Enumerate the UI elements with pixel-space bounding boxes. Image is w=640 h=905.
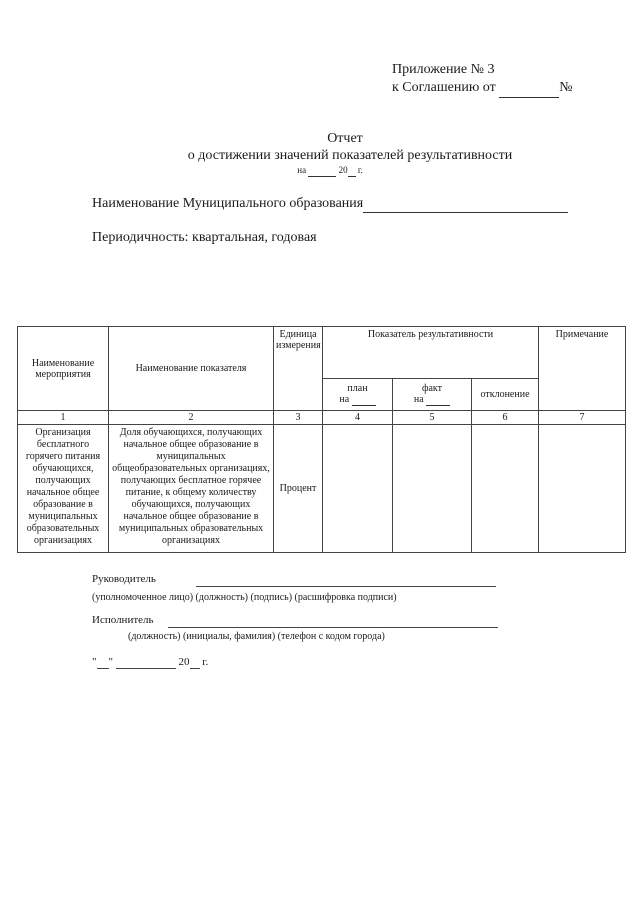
header-plan-blank — [352, 394, 376, 406]
signature-date — [92, 656, 208, 669]
appendix-number: Приложение № 3 — [392, 62, 495, 77]
column-number: 2 — [109, 411, 274, 425]
header-indicator: Наименование показателя — [109, 327, 274, 411]
header-fact-label: факт — [421, 383, 442, 394]
table-row — [18, 425, 626, 553]
header-plan — [323, 379, 393, 411]
cell-unit: Процент — [274, 425, 323, 553]
column-number: 3 — [274, 411, 323, 425]
title-year-blank — [348, 164, 356, 177]
column-number: 4 — [323, 411, 393, 425]
date-year-blank — [190, 656, 200, 669]
column-number: 6 — [472, 411, 539, 425]
head-caption: (уполномоченное лицо) (должность) (подпись) (расшифровка подписи) — [92, 592, 397, 603]
title-date-prefix: на — [297, 165, 307, 175]
title-line-2: о достижении значений показателей результативности — [187, 148, 513, 163]
municipality-blank — [363, 196, 568, 213]
results-table — [17, 326, 626, 553]
appendix-block — [392, 61, 573, 98]
column-numbers-row — [18, 411, 626, 425]
date-close-quote: " — [108, 656, 113, 668]
agreement-date-blank — [499, 79, 559, 98]
cell-event: Организация бесплатного горячего питания обучающихся, получающих начальное общее образование в муниципальных образовательных организациях — [18, 425, 109, 553]
header-fact — [393, 379, 472, 411]
cell-indicator: Доля обучающихся, получающих начальное общее образование в муниципальных общеобразовательных организациях, получающих бесплатное горячее питание, к общему количеству обучающихся, получающих начальное общее образование в муниципальных образовательных организациях — [109, 425, 274, 553]
date-open-quote: " — [92, 656, 97, 668]
header-plan-label: план — [347, 383, 368, 394]
column-number: 5 — [393, 411, 472, 425]
cell-plan — [323, 425, 393, 553]
agreement-prefix: к Соглашению от — [392, 80, 496, 95]
header-unit: Единица измерения — [274, 327, 323, 411]
executor-label: Исполнитель — [92, 614, 154, 626]
column-number: 7 — [539, 411, 626, 425]
header-fact-blank — [426, 394, 450, 406]
title-date-suffix: г. — [357, 165, 363, 175]
cell-note — [539, 425, 626, 553]
title-date-blank — [308, 164, 336, 177]
title-date-year: 20 — [338, 165, 348, 175]
header-deviation: отклонение — [472, 379, 539, 411]
date-suffix: г. — [202, 656, 209, 668]
periodicity: Периодичность: квартальная, годовая — [92, 230, 317, 245]
header-fact-on: на — [413, 394, 424, 405]
date-year: 20 — [178, 656, 190, 668]
municipality-label: Наименование Муниципального образования — [92, 196, 364, 211]
agreement-ref — [392, 79, 573, 98]
report-title — [0, 130, 640, 177]
cell-fact — [393, 425, 472, 553]
title-line-1: Отчет — [327, 131, 363, 146]
header-note: Примечание — [539, 327, 626, 411]
cell-deviation — [472, 425, 539, 553]
agreement-number-sign: № — [559, 80, 573, 95]
header-event: Наименование мероприятия — [18, 327, 109, 411]
header-fact-date — [395, 394, 469, 406]
head-signature-line — [196, 586, 496, 587]
header-plan-on: на — [339, 394, 350, 405]
date-day-blank — [97, 656, 109, 669]
title-date — [0, 164, 640, 177]
municipality-line — [92, 196, 568, 213]
executor-caption: (должность) (инициалы, фамилия) (телефон с кодом города) — [128, 631, 385, 642]
executor-signature-line — [168, 627, 498, 628]
column-number: 1 — [18, 411, 109, 425]
date-month-blank — [116, 656, 176, 669]
header-result: Показатель результативности — [323, 327, 539, 379]
header-plan-date — [325, 394, 390, 406]
head-label: Руководитель — [92, 573, 156, 585]
